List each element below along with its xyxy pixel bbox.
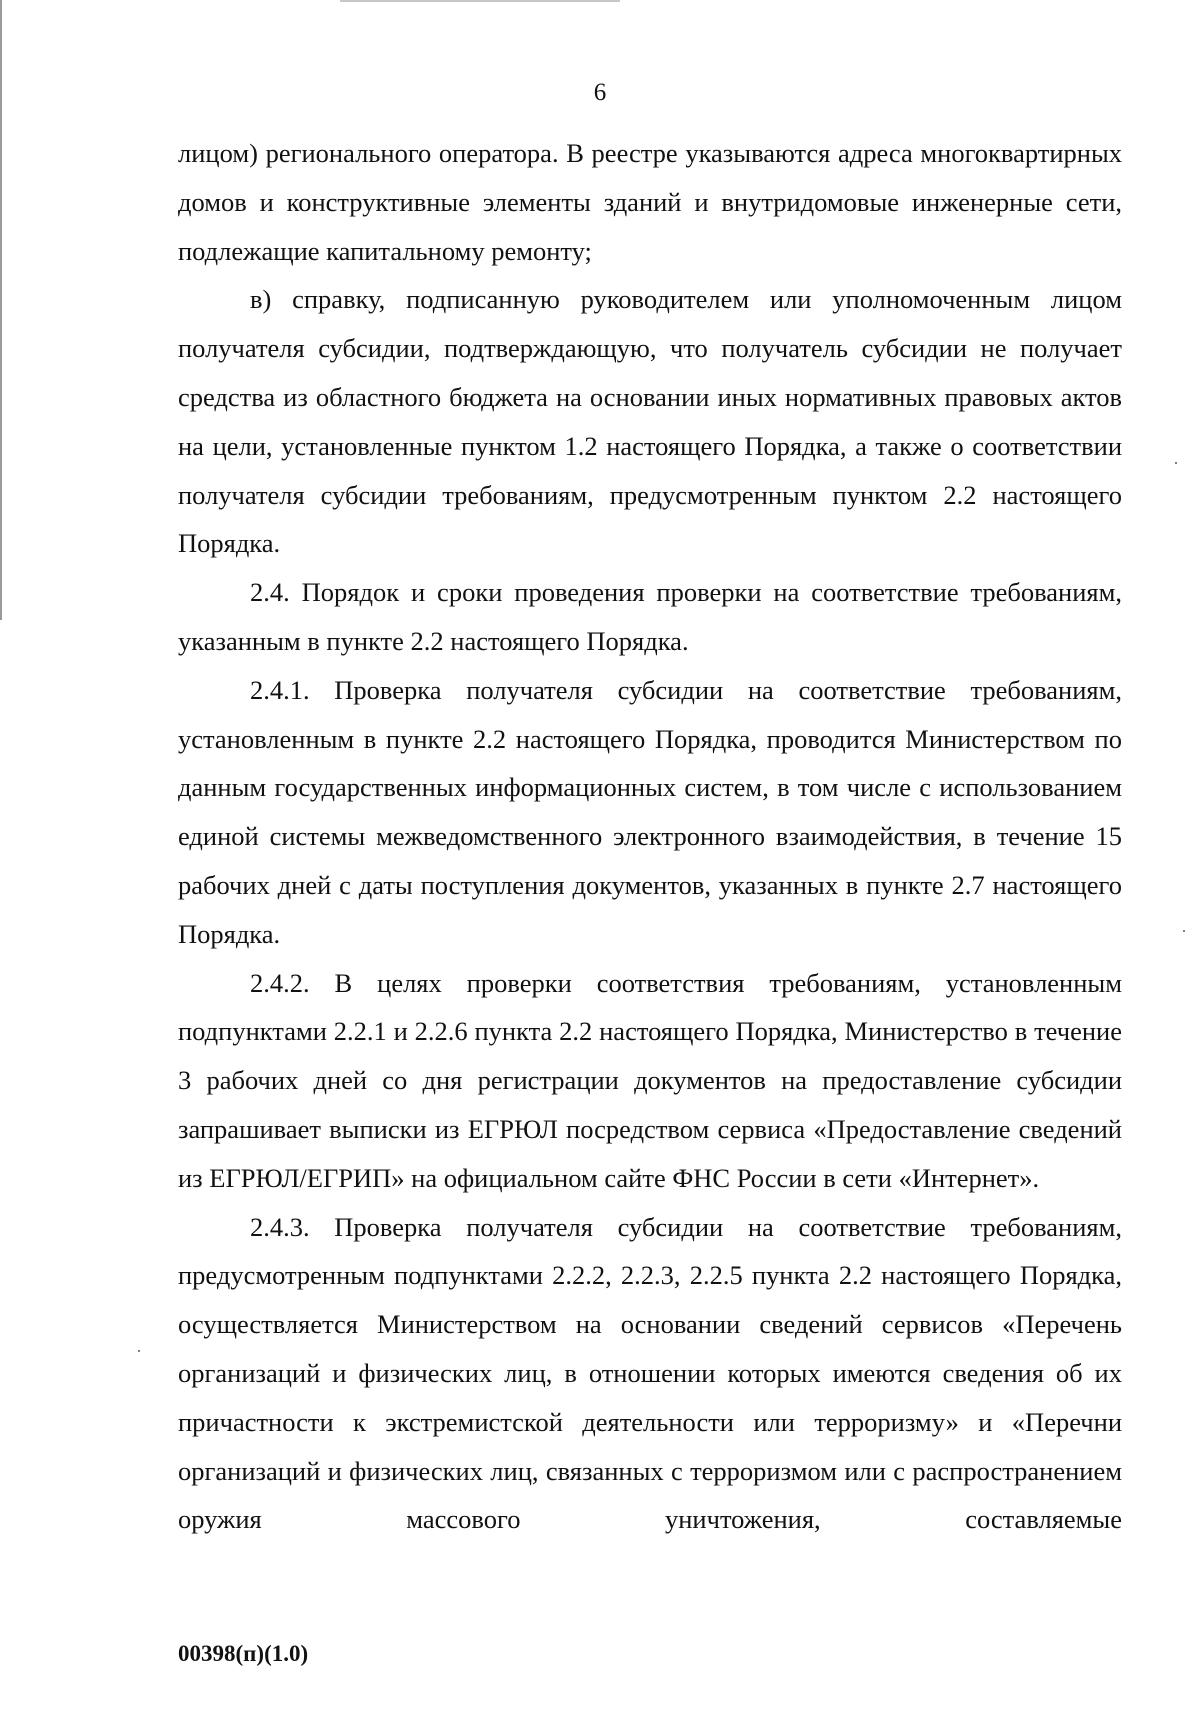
paragraph-certificate: в) справку, подписанную руководителем или уполномоченным лицом получателя субсидии, подтверждающую, что получатель субсидии не получает средства из областного бюджета на основании иных нормативных правовых актов на цели, установленные пунктом 1.2 настоящего Порядка, а также о соответствии получателя субсидии требованиям, предусмотренным пунктом 2.2 настоящего Порядка. bbox=[178, 284, 1122, 559]
scan-top-edge bbox=[340, 0, 620, 2]
paragraph-registry-addresses: лицом) регионального оператора. В реестре указываются адреса многоквартирных домов и конструктивные элементы зданий и внутридомовые инженерные сети, подлежащие капитальному ремонту; bbox=[178, 138, 1122, 266]
scan-speck bbox=[1175, 462, 1177, 464]
paragraph-2-4-2: 2.4.2. В целях проверки соответствия требованиям, установленным подпунктами 2.2.1 и 2.2.6 пункта 2.2 настоящего Порядка, Министерство в течение 3 рабочих дней со дня регистрации документов на предоставление субсидии запрашивает выписки из ЕГРЮЛ посредством сервиса «Предоставление сведений из ЕГРЮЛ/ЕГРИП» на официальном сайте ФНС России в сети «Интернет». bbox=[178, 967, 1122, 1193]
document-body bbox=[178, 129, 1122, 1544]
paragraph-2-4-3: 2.4.3. Проверка получателя субсидии на соответствие требованиям, предусмотренным подпунктами 2.2.2, 2.2.3, 2.2.5 пункта 2.2 настоящего Порядка, осуществляется Министерством на основании сведений сервисов «Перечень организаций и физических лиц, в отношении которых имеются сведения об их причастности к экстремистской деятельности или терроризму» и «Перечни организаций и физических лиц, связанных с терроризмом или с распространением оружия массового уничтожения, составляемые bbox=[178, 1211, 1122, 1535]
page-number: 6 bbox=[593, 79, 607, 106]
paragraph-2-4: 2.4. Порядок и сроки проведения проверки на соответствие требованиям, указанным в пункте 2.2 настоящего Порядка. bbox=[178, 577, 1122, 656]
scan-speck bbox=[1183, 930, 1185, 932]
scan-speck bbox=[138, 1350, 140, 1352]
document-code: 00398(п)(1.0) bbox=[178, 1641, 309, 1666]
paragraph-2-4-1: 2.4.1. Проверка получателя субсидии на соответствие требованиям, установленным в пункте 2.2 настоящего Порядка, проводится Министерством по данным государственных информационных систем, в том числе с использованием единой системы межведомственного электронного взаимодействия, в течение 15 рабочих дней с даты поступления документов, указанных в пункте 2.7 настоящего Порядка. bbox=[178, 674, 1122, 949]
